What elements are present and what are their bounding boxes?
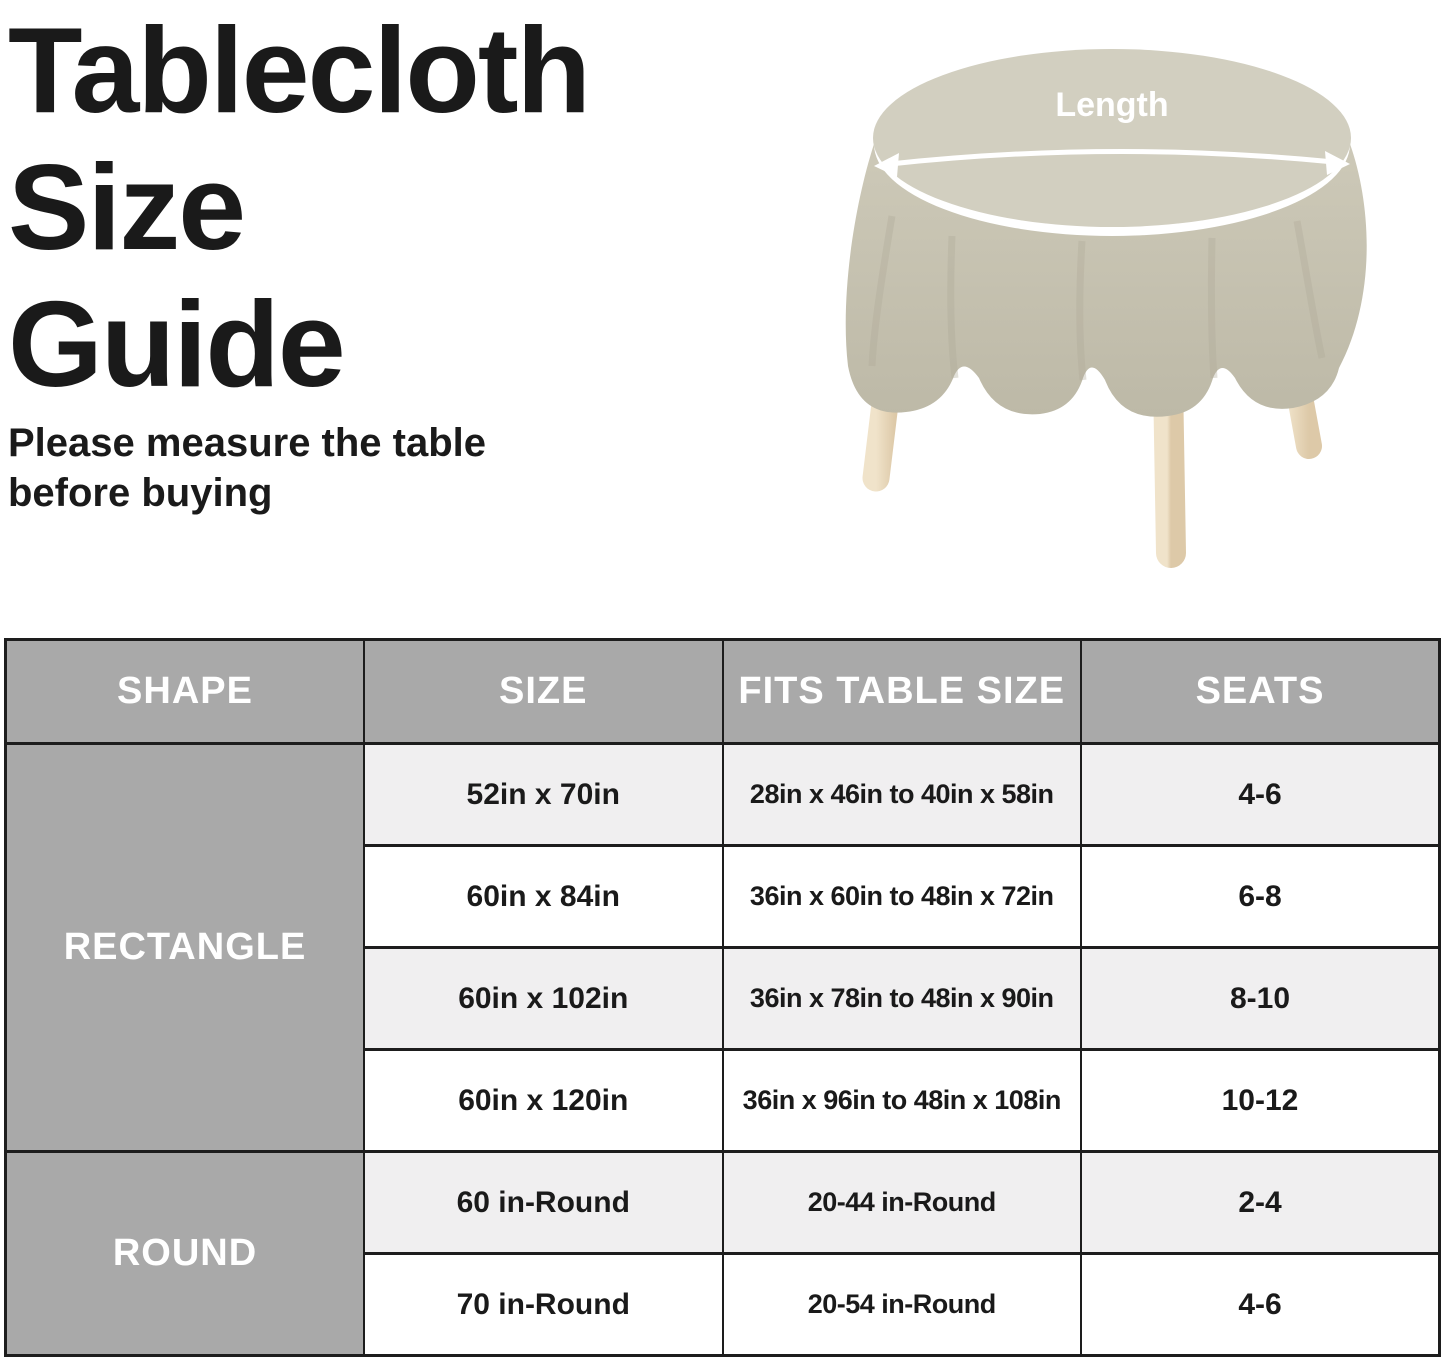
measure-note: Please measure the table before buying [8,421,487,515]
column-header-size: SIZE [364,640,723,744]
fits-cell: 20-44 in-Round [723,1152,1082,1254]
table-illustration-svg [782,26,1402,611]
fits-cell: 36in x 96in to 48in x 108in [723,1050,1082,1152]
fits-cell: 20-54 in-Round [723,1254,1082,1356]
shape-label-rectangle: RECTANGLE [6,744,365,1152]
column-header-fits-table-size: FITS TABLE SIZE [723,640,1082,744]
size-cell: 60in x 102in [364,948,723,1050]
page-title-line-1: Tablecloth [8,2,590,138]
shape-label-round: ROUND [6,1152,365,1356]
seats-cell: 8-10 [1081,948,1440,1050]
seats-cell: 10-12 [1081,1050,1440,1152]
length-label: Length [1055,86,1169,124]
table-row [6,744,1440,846]
column-header-shape: SHAPE [6,640,365,744]
size-cell: 60in x 120in [364,1050,723,1152]
seats-cell: 6-8 [1081,846,1440,948]
size-cell: 70 in-Round [364,1254,723,1356]
table-illustration [782,26,1402,611]
header-row [6,640,1440,744]
size-cell: 60in x 84in [364,846,723,948]
hero [8,0,728,515]
seats-cell: 4-6 [1081,1254,1440,1356]
fits-cell: 36in x 78in to 48in x 90in [723,948,1082,1050]
seats-cell: 4-6 [1081,744,1440,846]
page-title-line-3: Guide [8,276,344,412]
page-title-line-2: Size [8,139,245,275]
size-cell: 52in x 70in [364,744,723,846]
fits-cell: 36in x 60in to 48in x 72in [723,846,1082,948]
size-cell: 60 in-Round [364,1152,723,1254]
seats-cell: 2-4 [1081,1152,1440,1254]
fits-cell: 28in x 46in to 40in x 58in [723,744,1082,846]
tablecloth-top [873,49,1351,227]
page-title [8,0,728,413]
table-row [6,1152,1440,1254]
size-guide-table [4,638,1441,1357]
column-header-seats: SEATS [1081,640,1440,744]
